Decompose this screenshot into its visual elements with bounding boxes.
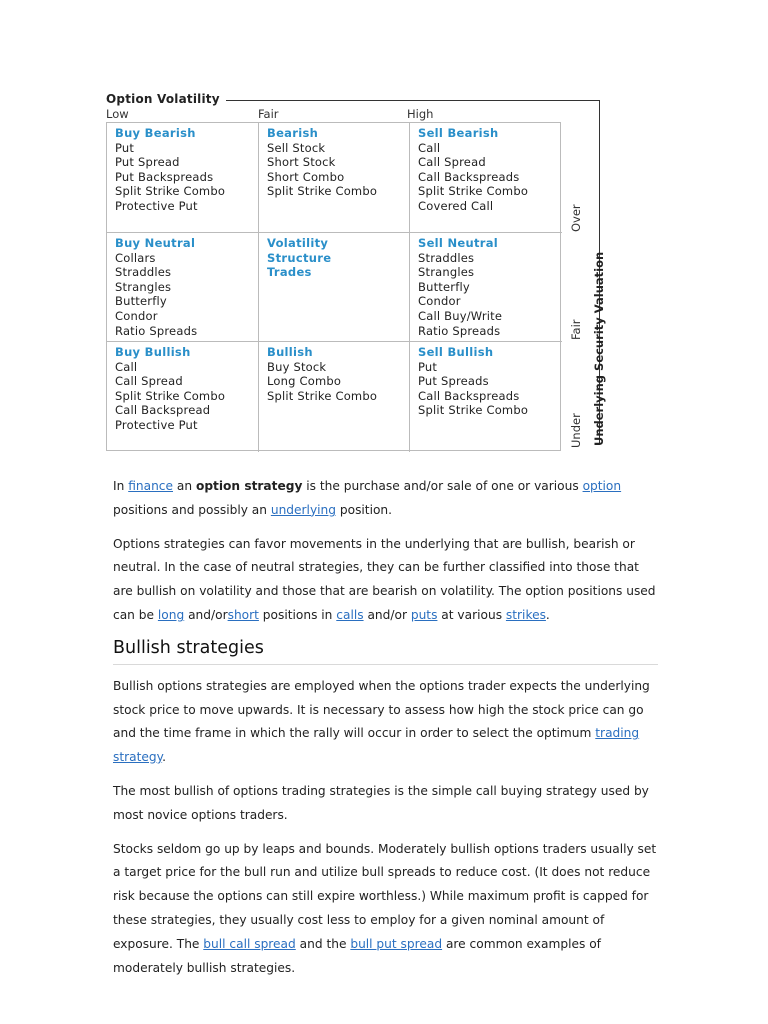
column-label-high: High <box>407 107 434 121</box>
cell-item: Ratio Spreads <box>115 323 198 338</box>
cell-heading: Sell Bearish <box>418 126 499 140</box>
cell-item: Call Backspreads <box>418 388 520 403</box>
text: and the <box>295 936 351 951</box>
cell-item: Sell Stock <box>267 140 326 155</box>
cell-item: Split Strike Combo <box>418 403 529 418</box>
cell-item: Call Backspread <box>115 403 211 418</box>
cell-buy-bearish <box>107 123 259 233</box>
text: Options strategies can favor movements in the underlying that are bullish, bearish or neutral. In the case of neutral strategies, they can be further classified into those that are bullish on volatility and those that are bearish on volatility. The option positions used can be <box>113 536 656 622</box>
cell-buy-bullish <box>107 342 259 452</box>
cell-item: Split Strike Combo <box>115 184 226 199</box>
text: positions and possibly an <box>113 502 271 517</box>
cell-item: Split Strike Combo <box>115 388 226 403</box>
option-strategy-matrix <box>0 0 768 460</box>
cell-sell-bullish <box>410 342 562 452</box>
link-bull-call-spread[interactable]: bull call spread <box>203 936 296 951</box>
cell-item: Split Strike Combo <box>267 184 378 199</box>
cell-heading: Volatility Structure Trades <box>267 236 332 280</box>
cell-item: Straddles <box>418 250 475 265</box>
cell-heading: Buy Neutral <box>115 236 196 250</box>
cell-item: Condor <box>115 308 158 323</box>
cell-item: Protective Put <box>115 417 198 432</box>
row-label-under: Under <box>569 413 583 448</box>
cell-sell-bearish <box>410 123 562 233</box>
cell-item: Put Spreads <box>418 374 489 389</box>
cell-item: Short Combo <box>267 169 345 184</box>
cell-item: Protective Put <box>115 198 198 213</box>
text: position. <box>336 502 393 517</box>
cell-item: Covered Call <box>418 198 494 213</box>
column-label-fair: Fair <box>258 107 279 121</box>
cell-volatility-structure-trades <box>259 233 410 342</box>
cell-item: Strangles <box>115 279 172 294</box>
text: are common examples of moderately bullish strategies. <box>113 936 601 975</box>
link-strikes[interactable]: strikes <box>505 607 546 622</box>
cell-item: Call Spread <box>418 155 486 170</box>
axis-label-underlying-valuation: Underlying Security Valuation <box>592 251 606 446</box>
text: . <box>545 607 550 622</box>
cell-item: Ratio Spreads <box>418 323 501 338</box>
cell-item: Call Spread <box>115 374 183 389</box>
paragraph-call-buying: The most bullish of options trading strategies is the simple call buying strategy used by most novice options traders. <box>113 783 649 822</box>
cell-item: Split Strike Combo <box>418 184 529 199</box>
cell-heading: Bullish <box>267 345 313 359</box>
cell-bearish <box>259 123 410 233</box>
cell-heading: Buy Bullish <box>115 345 191 359</box>
cell-item: Strangles <box>418 265 475 280</box>
link-short[interactable]: short <box>227 607 259 622</box>
term-option-strategy: option strategy <box>195 479 303 493</box>
text: and/or <box>184 607 228 622</box>
cell-item: Put Spread <box>115 155 180 170</box>
text: . <box>162 750 166 765</box>
cell-heading: Buy Bearish <box>115 126 196 140</box>
cell-item: Split Strike Combo <box>267 388 378 403</box>
link-finance[interactable]: finance <box>128 479 173 493</box>
cell-item: Call Backspreads <box>418 169 520 184</box>
text: and/or <box>363 607 411 622</box>
link-bull-put-spread[interactable]: bull put spread <box>350 936 443 951</box>
link-calls[interactable]: calls <box>336 607 364 622</box>
link-option[interactable]: option <box>582 479 622 493</box>
text: at various <box>437 607 506 622</box>
cell-buy-neutral <box>107 233 259 342</box>
text: an <box>173 479 196 493</box>
cell-item: Short Stock <box>267 155 336 170</box>
row-label-fair: Fair <box>569 319 583 340</box>
link-puts[interactable]: puts <box>410 607 438 622</box>
text: Stocks seldom go up by leaps and bounds. Moderately bullish options traders usually set a target price for the bull run and utilize bull spreads to reduce cost. (It does not reduce risk because the options can still expire worthless.) While maximum profit is capped for these strategies, they usually cost less to employ for a given nominal amount of exposure. The <box>113 841 657 951</box>
cell-item: Butterfly <box>115 294 167 309</box>
text: positions in <box>258 607 337 622</box>
strategy-grid <box>106 122 561 451</box>
cell-item: Put <box>115 140 135 155</box>
cell-item: Straddles <box>115 265 172 280</box>
paragraph-moderately-bullish <box>113 838 658 981</box>
text: In <box>113 479 129 493</box>
cell-sell-neutral <box>410 233 562 342</box>
link-underlying[interactable]: underlying <box>270 502 336 517</box>
cell-item: Long Combo <box>267 374 342 389</box>
link-long[interactable]: long <box>157 607 185 622</box>
text: Bullish options strategies are employed when the options trader expects the underlying stock price to move upwards. It is necessary to assess how high the stock price can go and the time frame in which the rally will occur in order to select the optimum <box>113 678 650 741</box>
cell-item: Call <box>418 140 441 155</box>
section-heading-bullish: Bullish strategies <box>113 638 658 665</box>
cell-heading: Bearish <box>267 126 319 140</box>
cell-item: Condor <box>418 294 461 309</box>
cell-item: Buy Stock <box>267 359 327 374</box>
figure-top-rule <box>226 100 600 101</box>
cell-bullish <box>259 342 410 452</box>
text: is the purchase and/or sale of one or various <box>302 479 583 493</box>
cell-item: Butterfly <box>418 279 470 294</box>
cell-item: Call <box>115 359 138 374</box>
paragraph-intro <box>113 475 658 523</box>
cell-item: Collars <box>115 250 156 265</box>
row-label-over: Over <box>569 204 583 232</box>
article-body <box>113 475 658 990</box>
cell-item: Call Buy/Write <box>418 308 503 323</box>
cell-item: Put Backspreads <box>115 169 214 184</box>
column-label-low: Low <box>106 107 129 121</box>
paragraph-strategies <box>113 533 658 628</box>
link-trading-strategy[interactable]: trading strategy <box>113 726 640 765</box>
paragraph-bullish-intro <box>113 675 658 770</box>
figure-title: Option Volatility <box>106 92 220 106</box>
cell-item: Put <box>418 359 438 374</box>
cell-heading: Sell Bullish <box>418 345 494 359</box>
cell-heading: Sell Neutral <box>418 236 499 250</box>
